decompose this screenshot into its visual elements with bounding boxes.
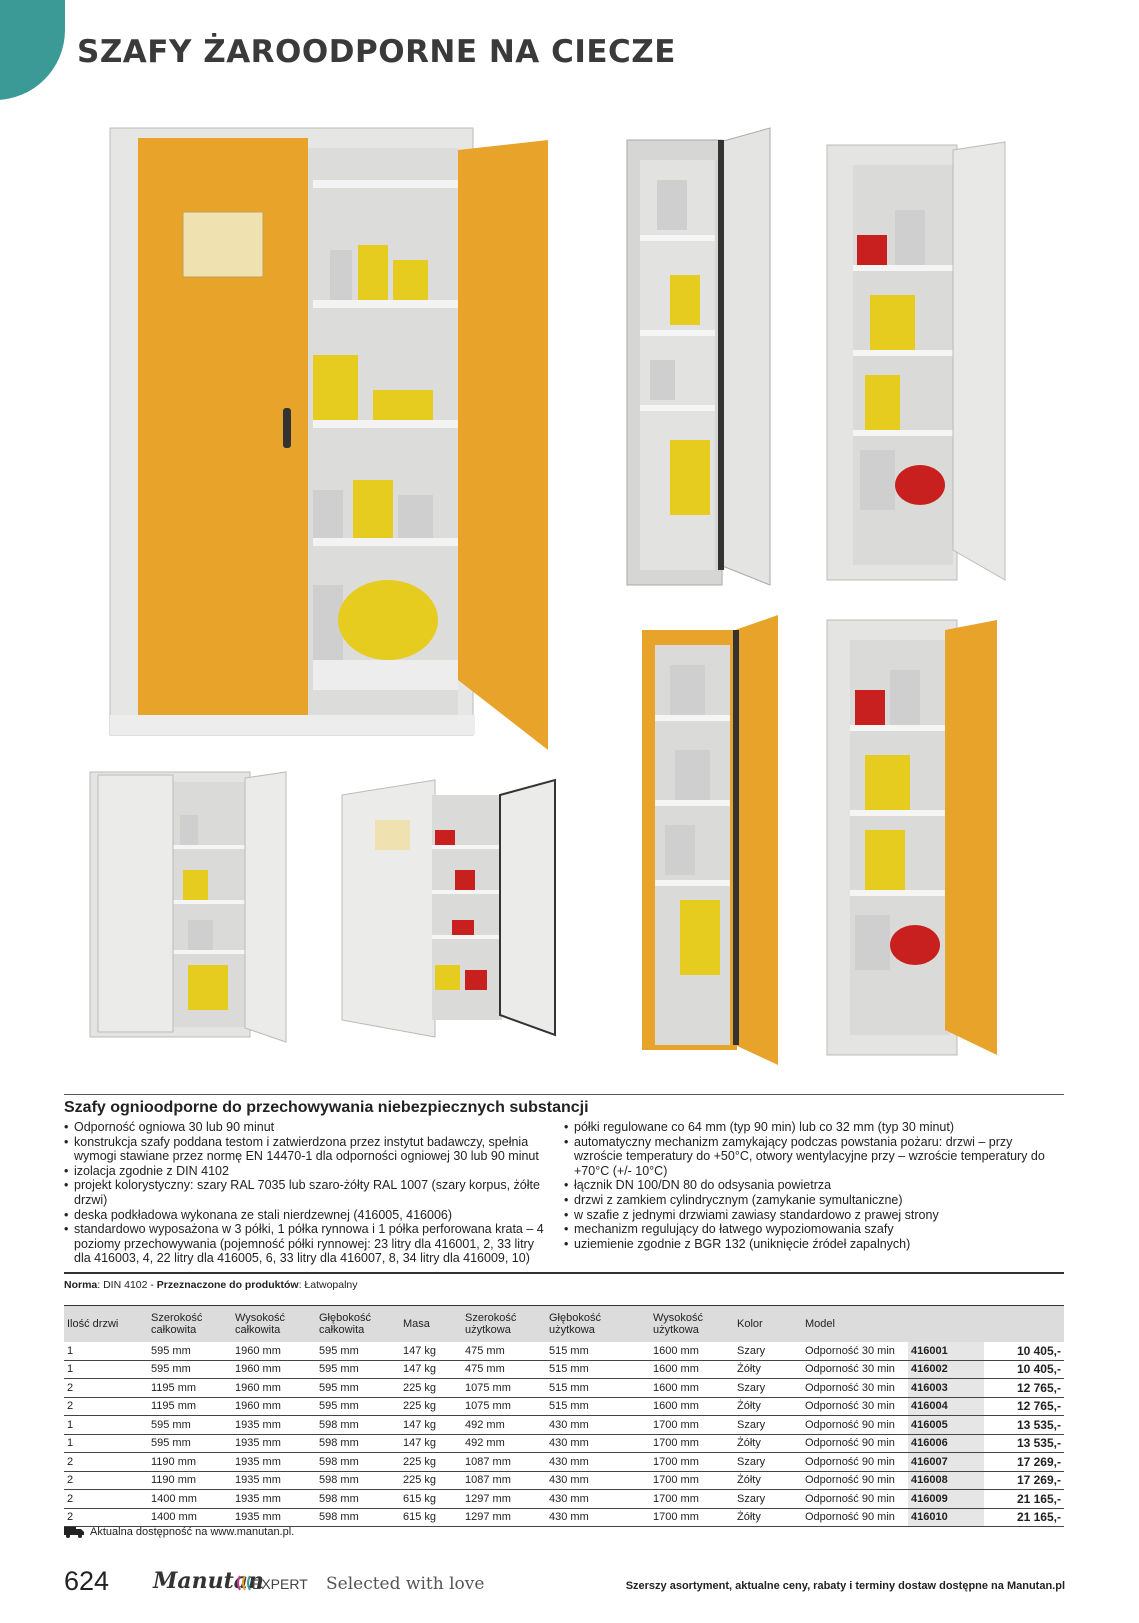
table-cell: 598 mm [316, 1471, 400, 1490]
feature-item: • automatyczny mechanizm zamykający podczas powstania pożaru: drzwi – przy wzroście temperatury do +50°C, otwory wentylacyjne przy – wzroście temperatury do +70°C (+/- 10°C) [564, 1135, 1064, 1179]
table-cell: 1190 mm [148, 1471, 232, 1490]
table-cell: 1960 mm [232, 1360, 316, 1379]
table-cell: 475 mm [462, 1342, 546, 1360]
table-cell: 225 kg [400, 1397, 462, 1416]
table-row [64, 1416, 1064, 1435]
table-cell: 10 405,- [984, 1360, 1064, 1379]
table-cell: Żółty [734, 1397, 802, 1416]
table-cell: 595 mm [148, 1416, 232, 1435]
table-row [64, 1379, 1064, 1398]
table-cell: 515 mm [546, 1360, 650, 1379]
products-value: : Łatwopalny [298, 1279, 358, 1291]
table-cell: Odporność 90 min [802, 1490, 908, 1509]
table-cell: 1 [64, 1342, 148, 1360]
table-cell: 1960 mm [232, 1397, 316, 1416]
table-cell: 595 mm [316, 1397, 400, 1416]
features-right [564, 1120, 1064, 1251]
table-cell: 1087 mm [462, 1471, 546, 1490]
table-cell: 598 mm [316, 1416, 400, 1435]
table-cell: 416009 [908, 1490, 984, 1509]
table-row [64, 1453, 1064, 1472]
col-header [908, 1306, 984, 1343]
table-cell: 1075 mm [462, 1379, 546, 1398]
feature-item: • projekt kolorystyczny: szary RAL 7035 lub szaro-żółty RAL 1007 (szary korpus, żółte drzwi) [64, 1178, 544, 1207]
table-cell: 430 mm [546, 1490, 650, 1509]
col-header: Ilość drzwi [64, 1306, 148, 1343]
col-header: Szerokość całkowita [148, 1306, 232, 1343]
table-cell: Odporność 90 min [802, 1471, 908, 1490]
table-cell: 416010 [908, 1508, 984, 1527]
table-row [64, 1434, 1064, 1453]
table-cell: Szary [734, 1490, 802, 1509]
table-cell: 1600 mm [650, 1397, 734, 1416]
table-cell: 1087 mm [462, 1453, 546, 1472]
table-cell: 1700 mm [650, 1416, 734, 1435]
table-cell: 615 kg [400, 1490, 462, 1509]
table-cell: Szary [734, 1453, 802, 1472]
table-cell: 1600 mm [650, 1379, 734, 1398]
table-cell: 21 165,- [984, 1490, 1064, 1509]
table-cell: 416003 [908, 1379, 984, 1398]
table-cell: 1 [64, 1360, 148, 1379]
table-cell: 416007 [908, 1453, 984, 1472]
table-cell: Odporność 90 min [802, 1453, 908, 1472]
table-cell: 1700 mm [650, 1490, 734, 1509]
feature-item: • Odporność ogniowa 30 lub 90 minut [64, 1120, 544, 1135]
table-cell: 595 mm [316, 1360, 400, 1379]
products-label: Przeznaczone do produktów [156, 1279, 299, 1291]
feature-item: • izolacja zgodnie z DIN 4102 [64, 1164, 544, 1179]
corner-accent [0, 0, 65, 100]
truck-icon [64, 1526, 84, 1538]
table-cell: 1297 mm [462, 1508, 546, 1527]
table-cell: 595 mm [148, 1434, 232, 1453]
features-left [64, 1120, 544, 1266]
table-cell: 225 kg [400, 1471, 462, 1490]
table-row [64, 1490, 1064, 1509]
slogan: Selected with love [326, 1574, 485, 1594]
table-cell: 2 [64, 1471, 148, 1490]
table-cell: 147 kg [400, 1416, 462, 1435]
col-header: Masa [400, 1306, 462, 1343]
table-cell: 430 mm [546, 1471, 650, 1490]
photo-cabinet-1door-grey-a [625, 120, 773, 590]
feature-item: • półki regulowane co 64 mm (typ 90 min) lub co 32 mm (typ 30 minut) [564, 1120, 1064, 1135]
table-cell: Szary [734, 1342, 802, 1360]
table-cell: 1935 mm [232, 1453, 316, 1472]
photo-cabinet-1door-yellow-b [825, 615, 1010, 1060]
norm-line [64, 1272, 1064, 1291]
table-cell: 2 [64, 1508, 148, 1527]
table-cell: 1960 mm [232, 1342, 316, 1360]
table-cell: 416008 [908, 1471, 984, 1490]
feature-item: • drzwi z zamkiem cylindrycznym (zamykanie symultaniczne) [564, 1193, 1064, 1208]
table-cell: Odporność 30 min [802, 1360, 908, 1379]
table-cell: 147 kg [400, 1434, 462, 1453]
table-row [64, 1508, 1064, 1527]
availability-text: Aktualna dostępność na www.manutan.pl. [90, 1526, 295, 1538]
table-cell: 1195 mm [148, 1379, 232, 1398]
col-header: Kolor [734, 1306, 802, 1343]
footer-text: Szerszy asortyment, aktualne ceny, rabaty i terminy dostaw dostępne na Manutan.pl [625, 1580, 1065, 1592]
table-cell: Odporność 30 min [802, 1379, 908, 1398]
table-cell: 225 kg [400, 1453, 462, 1472]
photo-cabinet-1door-yellow-a [640, 610, 780, 1070]
table-cell: 1 [64, 1434, 148, 1453]
table-cell: 430 mm [546, 1416, 650, 1435]
table-cell: Szary [734, 1379, 802, 1398]
table-row [64, 1397, 1064, 1416]
photo-cabinet-1door-grey-b [825, 140, 1010, 585]
table-cell: 595 mm [148, 1342, 232, 1360]
feature-item: • łącznik DN 100/DN 80 do odsysania powietrza [564, 1178, 1064, 1193]
table-cell: Żółty [734, 1434, 802, 1453]
table-cell: 147 kg [400, 1342, 462, 1360]
table-cell: Odporność 90 min [802, 1508, 908, 1527]
table-cell: 1700 mm [650, 1471, 734, 1490]
table-cell: 17 269,- [984, 1471, 1064, 1490]
table-cell: 1960 mm [232, 1379, 316, 1398]
table-cell: 2 [64, 1397, 148, 1416]
table-cell: 1400 mm [148, 1508, 232, 1527]
table-cell: 416005 [908, 1416, 984, 1435]
table-cell: 2 [64, 1379, 148, 1398]
page-title: SZAFY ŻAROODPORNE NA CIECZE [77, 34, 676, 70]
table-cell: 416001 [908, 1342, 984, 1360]
table-cell: 1075 mm [462, 1397, 546, 1416]
table-row [64, 1471, 1064, 1490]
table-cell: 1700 mm [650, 1508, 734, 1527]
table-cell: 1935 mm [232, 1416, 316, 1435]
table-cell: 13 535,- [984, 1434, 1064, 1453]
table-cell: 492 mm [462, 1434, 546, 1453]
table-row [64, 1342, 1064, 1360]
table-cell: 10 405,- [984, 1342, 1064, 1360]
col-header: Model [802, 1306, 908, 1343]
manutan-logo: Manutan [153, 1568, 265, 1594]
table-cell: 1935 mm [232, 1490, 316, 1509]
table-cell: Odporność 30 min [802, 1397, 908, 1416]
table-cell: 615 kg [400, 1508, 462, 1527]
table-cell: 475 mm [462, 1360, 546, 1379]
table-cell: 515 mm [546, 1397, 650, 1416]
table-cell: 1700 mm [650, 1434, 734, 1453]
table-cell: 2 [64, 1453, 148, 1472]
col-header: Szerokość użytkowa [462, 1306, 546, 1343]
section-title: Szafy ognioodporne do przechowywania niebezpiecznych substancji [64, 1094, 1064, 1117]
table-cell: 1400 mm [148, 1490, 232, 1509]
table-cell: 598 mm [316, 1453, 400, 1472]
table-header-row [64, 1306, 1064, 1343]
table-cell: 2 [64, 1490, 148, 1509]
table-cell: 430 mm [546, 1434, 650, 1453]
brand-expert: EXPERT [252, 1576, 308, 1592]
table-cell: 430 mm [546, 1453, 650, 1472]
table-cell: 515 mm [546, 1379, 650, 1398]
table-cell: 1600 mm [650, 1342, 734, 1360]
table-cell: 12 765,- [984, 1397, 1064, 1416]
feature-item: • w szafie z jednymi drzwiami zawiasy standardowo z prawej strony [564, 1208, 1064, 1223]
availability-note [64, 1526, 294, 1538]
table-cell: 1700 mm [650, 1453, 734, 1472]
photo-cabinet-2door-grey-a [88, 770, 288, 1045]
col-header [984, 1306, 1064, 1343]
norm-label: Norma [64, 1279, 98, 1291]
table-cell: Żółty [734, 1471, 802, 1490]
page-number: 624 [64, 1566, 110, 1596]
table-cell: 21 165,- [984, 1508, 1064, 1527]
table-cell: 416006 [908, 1434, 984, 1453]
table-row [64, 1360, 1064, 1379]
table-cell: 1935 mm [232, 1471, 316, 1490]
table-cell: 598 mm [316, 1490, 400, 1509]
table-cell: 147 kg [400, 1360, 462, 1379]
table-cell: 1600 mm [650, 1360, 734, 1379]
table-cell: 515 mm [546, 1342, 650, 1360]
col-header: Głębokość całkowita [316, 1306, 400, 1343]
table-cell: 416002 [908, 1360, 984, 1379]
table-cell: 13 535,- [984, 1416, 1064, 1435]
table-cell: Szary [734, 1416, 802, 1435]
table-cell: 430 mm [546, 1508, 650, 1527]
table-cell: 1195 mm [148, 1397, 232, 1416]
feature-item: • konstrukcja szafy poddana testom i zatwierdzona przez instytut badawczy, spełnia wymogi stawiane przez normę EN 14470-1 dla odporności ogniowej 30 lub 90 minut [64, 1135, 544, 1164]
norm-value: : DIN 4102 - [97, 1279, 157, 1291]
spec-table [64, 1305, 1064, 1527]
feature-item: • deska podkładowa wykonana ze stali nierdzewnej (416005, 416006) [64, 1208, 544, 1223]
table-cell: Żółty [734, 1508, 802, 1527]
table-cell: 17 269,- [984, 1453, 1064, 1472]
table-cell: 1190 mm [148, 1453, 232, 1472]
table-cell: 598 mm [316, 1434, 400, 1453]
table-cell: Odporność 90 min [802, 1416, 908, 1435]
table-cell: Żółty [734, 1360, 802, 1379]
photo-cabinet-2door-yellow [108, 120, 563, 765]
table-cell: 416004 [908, 1397, 984, 1416]
feature-item: • standardowo wyposażona w 3 półki, 1 półka rynnowa i 1 półka perforowana krata – 4 poziomy przechowywania (pojemność półki rynnowej: 23 litry dla 416001, 2, 33 litry dla 416003, 4, 22 litry dla 416005, 6, 33 litry dla 416007, 8, 34 litry dla 416009, 10) [64, 1222, 544, 1266]
table-cell: Odporność 30 min [802, 1342, 908, 1360]
table-cell: 595 mm [316, 1342, 400, 1360]
table-cell: Odporność 90 min [802, 1434, 908, 1453]
feature-item: • mechanizm regulujący do łatwego wypoziomowania szafy [564, 1222, 1064, 1237]
table-cell: 595 mm [148, 1360, 232, 1379]
table-cell: 1935 mm [232, 1508, 316, 1527]
col-header: Wysokość całkowita [232, 1306, 316, 1343]
table-cell: 1297 mm [462, 1490, 546, 1509]
table-cell: 1935 mm [232, 1434, 316, 1453]
brand-mark-icon [236, 1574, 252, 1592]
photo-cabinet-2door-grey-b [340, 775, 560, 1040]
table-cell: 492 mm [462, 1416, 546, 1435]
table-cell: 225 kg [400, 1379, 462, 1398]
table-cell: 12 765,- [984, 1379, 1064, 1398]
table-cell: 598 mm [316, 1508, 400, 1527]
table-cell: 1 [64, 1416, 148, 1435]
col-header: Głębokość użytkowa [546, 1306, 650, 1343]
table-cell: 595 mm [316, 1379, 400, 1398]
feature-item: • uziemienie zgodnie z BGR 132 (uniknięcie źródeł zapalnych) [564, 1237, 1064, 1252]
col-header: Wysokość użytkowa [650, 1306, 734, 1343]
